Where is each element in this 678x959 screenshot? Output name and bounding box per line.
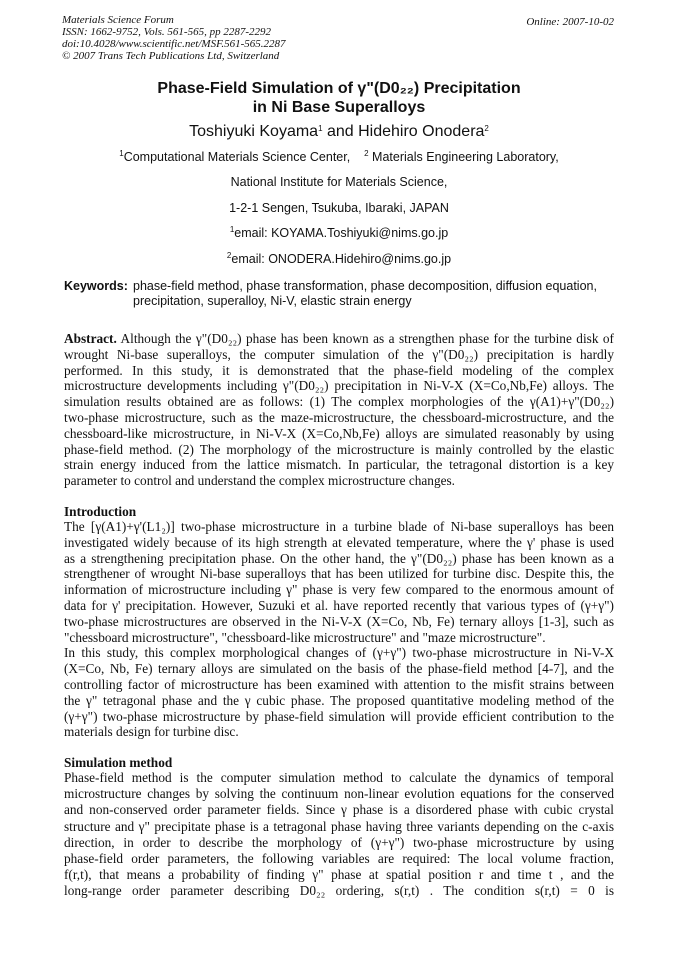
text-line	[64, 331, 614, 347]
email-2-text: email: ONODERA.Hidehiro@nims.go.jp	[231, 252, 452, 266]
simulation-heading: Simulation method	[64, 755, 173, 770]
text-line: "chessboard microstructure", "chessboard-like microstructure" and "maze microstructure".	[64, 629, 546, 645]
abstract-text: Although the γ"(D0₂₂) phase has been known as a strengthen phase for the turbine disk of	[116, 331, 614, 346]
text-line: information of microstructure including γ" phase is very few compared to the enormous amount of	[64, 582, 614, 598]
text-line: strain energy induced from the lattice mismatch. In particular, the tetragonal distortion is a key	[64, 457, 614, 473]
text-line: materials design for turbine disc.	[64, 724, 239, 740]
text-line: performed. In this study, it is demonstrated that the phase-field modeling of the complex	[64, 362, 614, 378]
journal-name: Materials Science Forum	[62, 14, 174, 26]
author-2-sup: 2	[484, 124, 489, 133]
email-1-text: email: KOYAMA.Toshiyuki@nims.go.jp	[234, 226, 449, 240]
text-line: (X=Co, Nb, Fe) ternary alloys are simulated on the basis of the phase-field method [4-7], and the	[64, 661, 614, 677]
text-line: phase-field method. (2) The morphology of the microstructure is mainly controlled by the elastic	[64, 441, 614, 457]
text-line: two-phase microstructure, such as the maze-microstructure, the chessboard-microstructure, and the	[64, 410, 614, 425]
affiliation-2: Materials Engineering Laboratory,	[368, 150, 559, 164]
aff1-sup: 1	[119, 149, 124, 158]
text-line: the γ" tetragonal phase and the γ cubic phase. The proposed quantitative modeling method of the	[64, 692, 614, 708]
keywords-line: phase-field method, phase transformation, phase decomposition, diffusion equation,	[133, 279, 597, 293]
text-line: simulation results obtained are as follows: (1) The complex morphologies of the γ(A1)+γ"(D0₂₂)	[64, 394, 614, 410]
text-line: phase-field order parameters, the following variables are required: The local volume fraction,	[64, 851, 614, 866]
author-2: and Hidehiro Onodera	[322, 123, 485, 140]
online-date: Online: 2007-10-02	[526, 16, 614, 28]
text-line: as a strengthening precipitation phase. On the other hand, the γ"(D0₂₂) phase has been known as a	[64, 550, 614, 566]
text-line: data for γ' precipitation. However, Suzuki et al. have reported recently that various types of (γ+γ")	[64, 598, 614, 613]
text-line: parameter to control and understand the complex microstructure changes.	[64, 473, 456, 489]
paper-title-line2: in Ni Base Superalloys	[252, 99, 426, 116]
text-line: microstructure developments including γ"(D0₂₂) precipitation in Ni-V-X (X=Co,Nb,Fe) alloys. The	[64, 378, 614, 394]
doi: doi:10.4028/www.scientific.net/MSF.561-565.2287	[62, 38, 286, 50]
author-1: Toshiyuki Koyama	[189, 123, 319, 140]
keywords-label: Keywords:	[64, 279, 128, 293]
text-line: microstructure changes by solving the continuum non-linear evolution equations for the conserved	[64, 786, 614, 802]
text-line: wrought Ni-base superalloys, the computer simulation of the γ"(D0₂₂) precipitation is hardly	[64, 346, 614, 362]
text-line: structure and γ" precipitate phase is a tetragonal phase having three variants depending on the c-axis	[64, 818, 614, 834]
email-2	[0, 251, 678, 266]
affiliation-1: Computational Materials Science Center,	[123, 150, 351, 164]
institute: National Institute for Materials Science,	[230, 175, 448, 189]
address: 1-2-1 Sengen, Tsukuba, Ibaraki, JAPAN	[229, 201, 449, 215]
text-line: long-range order parameter describing D0₂₂ ordering, s(r,t) . The condition s(r,t) = 0 is	[64, 883, 614, 899]
introduction-heading: Introduction	[64, 504, 137, 519]
email-1	[0, 225, 678, 240]
text-line: direction, in order to describe the morphology of (γ+γ") two-phase microstructure by using	[64, 834, 614, 850]
author-1-sup: 1	[318, 124, 323, 133]
aff2-sup: 2	[364, 149, 369, 158]
affiliation-line	[0, 149, 678, 164]
email1-sup: 1	[229, 225, 235, 234]
issn: ISSN: 1662-9752, Vols. 561-565, pp 2287-2292	[62, 26, 271, 38]
text-line: f(r,t), that means a probability of finding γ" phase at spatial position r and time t , and the	[64, 867, 614, 883]
text-line: chessboard-like microstructure, in Ni-V-X (X=Co,Nb,Fe) alloys are simulated reasonably by using	[64, 425, 614, 441]
abstract-label: Abstract.	[64, 331, 117, 346]
email2-sup: 2	[226, 251, 232, 260]
copyright: © 2007 Trans Tech Publications Ltd, Switzerland	[62, 50, 280, 62]
paper-title-line1: Phase-Field Simulation of γ"(D0₂₂) Precipitation	[157, 80, 521, 97]
text-line: and non-conserved order parameter fields. Since γ phase is a disordered phase with cubic crystal	[64, 802, 614, 818]
keywords-line: precipitation, superalloy, Ni-V, elastic strain energy	[133, 294, 412, 308]
text-line: (γ+γ") two-phase microstructure by phase-field simulation will provide efficient contribution to the	[64, 708, 614, 724]
text-line: two-phase microstructures are observed in the Ni-V-X (X=Co, Nb, Fe) ternary alloys [1-3], such as	[64, 613, 614, 629]
text-line: Phase-field method is the computer simulation method to calculate the dynamics of temporal	[64, 770, 614, 785]
text-line: controlling factor of microstructure has been examined with attention to the misfit strains between	[64, 677, 614, 692]
text-line: investigated widely because of its high strength at elevated temperature, where the γ' phase is used	[64, 534, 614, 550]
text-line: The [γ(A1)+γ'(L1₂)] two-phase microstructure in a turbine blade of Ni-base superalloys has been	[64, 519, 614, 534]
text-line: In this study, this complex morphological changes of (γ+γ") two-phase microstructure in Ni-V-X	[64, 645, 614, 661]
text-line: strengthener of wrought Ni-base superalloys that has been utilized for turbine disc. Despite this, the	[64, 566, 614, 582]
authors	[0, 123, 678, 141]
